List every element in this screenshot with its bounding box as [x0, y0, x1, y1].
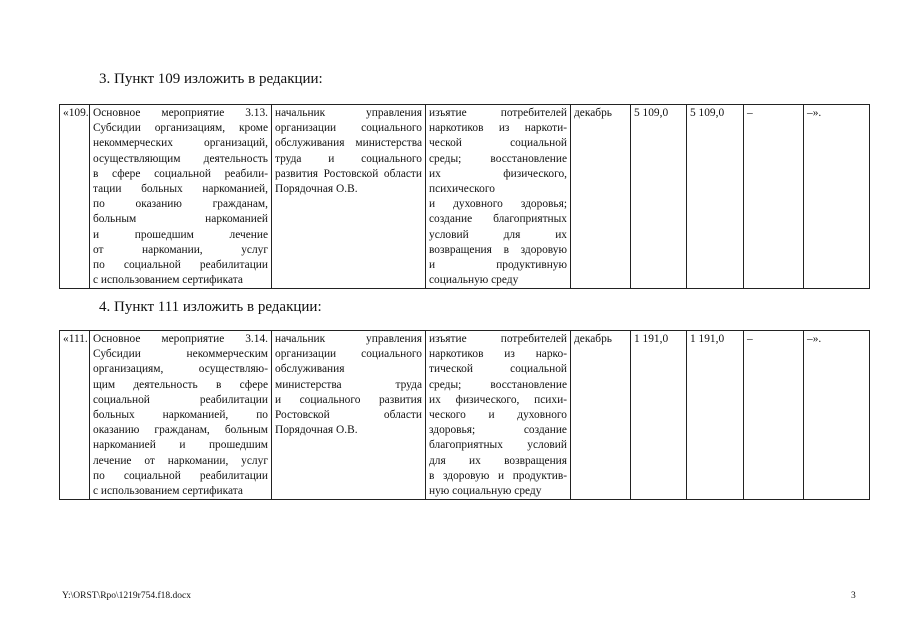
cell-line: социальной реабилитации	[93, 393, 268, 406]
amount-cell-2: 1 191,0	[687, 331, 744, 500]
cell-line: в здоровую и продуктив-	[429, 469, 567, 482]
cell-line: и духовного здоровья;	[429, 198, 567, 211]
cell-line: Порядочная О.В.	[275, 424, 358, 437]
cell-line: с использованием сертификата	[93, 485, 243, 498]
amount-cell-1: 1 191,0	[631, 331, 687, 500]
cell-line: возвращения в здоровую	[429, 243, 567, 256]
table-row	[60, 105, 870, 289]
cell-line: ческой социальной	[429, 137, 567, 150]
page-number: 3	[851, 591, 856, 601]
cell-line: с использованием сертификата	[93, 274, 243, 287]
cell-line: тической социальной	[429, 363, 567, 376]
cell-line: социальную среду	[429, 274, 519, 287]
amount-cell-1: 5 109,0	[631, 105, 687, 289]
cell-line: и прошедшим лечение	[93, 228, 268, 241]
cell-line: Основное мероприятие 3.14.	[93, 333, 268, 345]
cell-line: по социальной реабилитации	[93, 259, 268, 272]
cell-line: и социального развития	[275, 393, 422, 406]
section-3-heading: 3. Пункт 109 изложить в редакции:	[99, 71, 323, 87]
cell-line: оказанию гражданам, больным	[93, 424, 268, 437]
measure-cell	[90, 105, 272, 289]
dash-cell: –	[744, 331, 804, 500]
cell-line: развития Ростовской области	[275, 167, 422, 180]
cell-line: ческого и духовного	[429, 409, 567, 422]
deadline-cell: декабрь	[571, 105, 631, 289]
cell-line: изъятие потребителей	[429, 107, 567, 119]
cell-line: здоровья; создание	[429, 424, 567, 437]
cell-line: создание благоприятных	[429, 213, 567, 226]
section-4-heading: 4. Пункт 111 изложить в редакции:	[99, 299, 322, 315]
amount-cell-2: 5 109,0	[687, 105, 744, 289]
cell-line: по оказанию гражданам,	[93, 198, 268, 211]
item-number: «111.	[60, 331, 90, 500]
cell-line: начальник управления	[275, 333, 422, 345]
cell-line: и продуктивную	[429, 259, 567, 272]
cell-line: обслуживания	[275, 363, 345, 376]
cell-line: их физического, психи-	[429, 393, 567, 406]
cell-line: психического	[429, 183, 495, 196]
cell-line: благоприятных условий	[429, 439, 567, 452]
dash-cell: –	[744, 105, 804, 289]
cell-line: щим деятельность в сфере	[93, 378, 268, 391]
responsible-cell	[272, 331, 426, 500]
cell-line: министерства труда	[275, 378, 422, 391]
cell-line: Ростовской области	[275, 409, 422, 422]
cell-line: Основное мероприятие 3.13.	[93, 107, 268, 119]
cell-line: среды; восстановление	[429, 378, 567, 391]
result-cell	[426, 331, 571, 500]
cell-line: организации социального	[275, 348, 422, 361]
table-item-109	[59, 104, 870, 289]
footer-file-path: Y:\ORST\Rpo\1219r754.f18.docx	[62, 591, 191, 601]
cell-line: труда и социального	[275, 152, 422, 165]
table-item-111	[59, 330, 870, 500]
end-cell: –».	[804, 331, 870, 500]
cell-line: от наркомании, услуг	[93, 243, 268, 256]
cell-line: условий для их	[429, 228, 567, 241]
cell-line: по социальной реабилитации	[93, 469, 268, 482]
cell-line: больным наркоманией	[93, 213, 268, 226]
measure-cell	[90, 331, 272, 500]
cell-line: изъятие потребителей	[429, 333, 567, 345]
result-cell	[426, 105, 571, 289]
cell-line: Порядочная О.В.	[275, 183, 358, 196]
cell-line: организации социального	[275, 122, 422, 135]
cell-line: некоммерческих организаций,	[93, 137, 268, 150]
cell-line: организациям, осуществляю-	[93, 363, 268, 376]
cell-line: в сфере социальной реабили-	[93, 167, 268, 180]
cell-line: начальник управления	[275, 107, 422, 119]
responsible-cell	[272, 105, 426, 289]
cell-line: наркотиков из нарко-	[429, 348, 567, 361]
cell-line: тации больных наркоманией,	[93, 183, 268, 196]
cell-line: Субсидии организациям, кроме	[93, 122, 268, 135]
cell-line: ную социальную среду	[429, 485, 542, 498]
cell-line: их физического,	[429, 167, 567, 180]
cell-line: лечение от наркомании, услуг	[93, 454, 268, 467]
cell-line: больных наркоманией, по	[93, 409, 268, 422]
deadline-cell: декабрь	[571, 331, 631, 500]
cell-line: наркоманией и прошедшим	[93, 439, 268, 452]
cell-line: Субсидии некоммерческим	[93, 348, 268, 361]
cell-line: среды; восстановление	[429, 152, 567, 165]
item-number: «109.	[60, 105, 90, 289]
end-cell: –».	[804, 105, 870, 289]
cell-line: для их возвращения	[429, 454, 567, 467]
cell-line: наркотиков из наркоти-	[429, 122, 567, 135]
cell-line: обслуживания министерства	[275, 137, 422, 150]
table-row	[60, 331, 870, 500]
cell-line: осуществляющим деятельность	[93, 152, 268, 165]
